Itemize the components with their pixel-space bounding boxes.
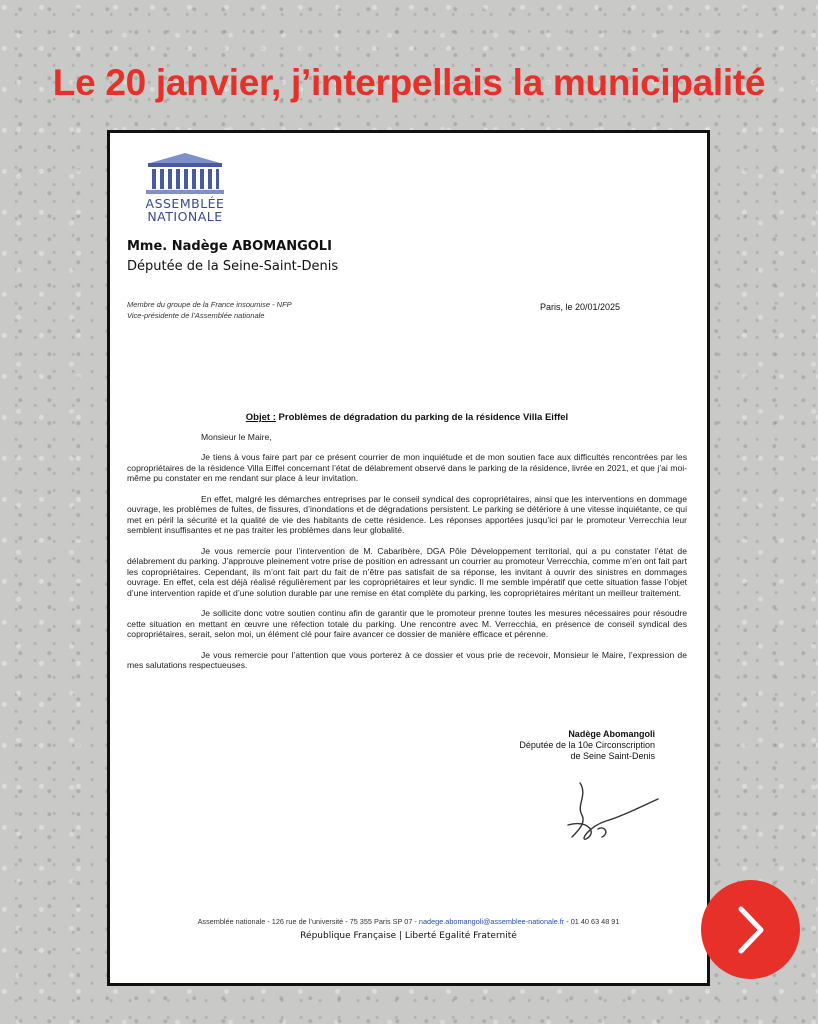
signatory-title-1: Députée de la 10e Circonscription (519, 740, 655, 750)
footer-contact (110, 917, 707, 926)
next-slide-button[interactable] (701, 880, 800, 979)
signatory-name: Nadège Abomangoli (568, 729, 655, 739)
signatory-title-2: de Seine Saint-Denis (570, 751, 655, 761)
paragraph: Je vous remercie pour l’attention que vous porterez à ce dossier et vous prie de recevoir, Monsieur le Maire, l’expression de mes salutations respectueuses. (127, 649, 687, 670)
letter-document (107, 130, 710, 986)
salutation: Monsieur le Maire, (201, 431, 272, 442)
affiliation-line-1: Membre du groupe de la France insoumise - NFP (127, 300, 292, 309)
assemblee-nationale-logo (140, 149, 230, 223)
logo-line-1: ASSEMBLÉE (145, 196, 225, 211)
sender-role: Députée de la Seine-Saint-Denis (127, 259, 339, 274)
signature-block (519, 729, 655, 762)
letter-footer (110, 917, 707, 941)
footer-motto: République Française | Liberté Egalité Fraternité (300, 931, 517, 941)
letter-subject (127, 413, 687, 424)
paragraph: Je vous remercie pour l’intervention de M. Cabaribère, DGA Pôle Développement territorial, qui a pu constater l’état de délabrement du parking. J’approuve pleinement votre prise de position en adressant un courrier au promoteur Verrecchia, comme m’en ont fait part les copropriétaires. Cependant, ils m’ont fait part du fait de n’être pas satisfait de sa réponse, les invitant à ouvrir des sinistres en dommages ouvrage. En effet, cela est déjà réalisé régulièrement par les copropriétaires et leur syndic. Il me semble impératif que cette situation fasse l’objet d’une intervention rapide et d’une solution durable par une remise en état complète du parking, les copropriétaires méritant un meilleur traitement. (127, 545, 687, 598)
paragraph: Je tiens à vous faire part par ce présent courrier de mon inquiétude et de mon soutien face aux difficultés rencontrées par les copropriétaires de la résidence Villa Eiffel concernant l’état de délabrement observé dans le parking de la résidence, livrée en 2021, et que j’ai moi-même pu constater en me rendant sur place à leur invitation. (127, 452, 687, 483)
sender-name: Mme. Nadège ABOMANGOLI (127, 239, 332, 254)
paragraph: Je sollicite donc votre soutien continu afin de garantir que le promoteur prenne toutes les mesures nécessaires pour résoudre cette situation en mettant en œuvre une réfection totale du parking. Une rencontre avec M. Verrecchia, en présence de conseil syndical des copropriétaires, serait, selon moi, un élément clé pour faire avancer ce dossier de manière efficace et pérenne. (127, 608, 687, 639)
letter-body (127, 413, 687, 681)
chevron-right-icon (731, 903, 771, 957)
assemblee-building-icon (140, 149, 230, 197)
footer-email-link[interactable]: nadege.abomangoli@assemblee-nationale.fr (418, 917, 565, 926)
logo-line-2: NATIONALE (147, 209, 223, 224)
subject-text: Problèmes de dégradation du parking de la résidence Villa Eiffel (275, 412, 569, 423)
handwritten-signature (558, 775, 668, 845)
sender-affiliation (127, 299, 292, 321)
paragraph: En effet, malgré les démarches entreprises par le conseil syndical des copropriétaires, ainsi que les interventions en dommage ouvrage, les problèmes de fuites, de fissures, d’inondations et de dégradations persistent. Le parking se détériore à une vitesse inquiétante, ce qui met en péril la sécurité et la qualité de vie des habitants de cette résidence. Les réponses apportées jusqu’ici par le promoteur Verrecchia leur semblent insuffisantes et ne pas traiter les problèmes dans leur globalité. (127, 493, 687, 535)
headline: Le 20 janvier, j’interpellais la municipalité (52, 62, 766, 103)
footer-address: Assemblée nationale - 126 rue de l’université - 75 355 Paris SP 07 - (197, 917, 419, 926)
affiliation-line-2: Vice-présidente de l’Assemblée nationale (127, 311, 265, 320)
footer-phone: - 01 40 63 48 91 (564, 917, 620, 926)
subject-label: Objet : (245, 412, 276, 423)
letter-date: Paris, le 20/01/2025 (540, 302, 621, 312)
